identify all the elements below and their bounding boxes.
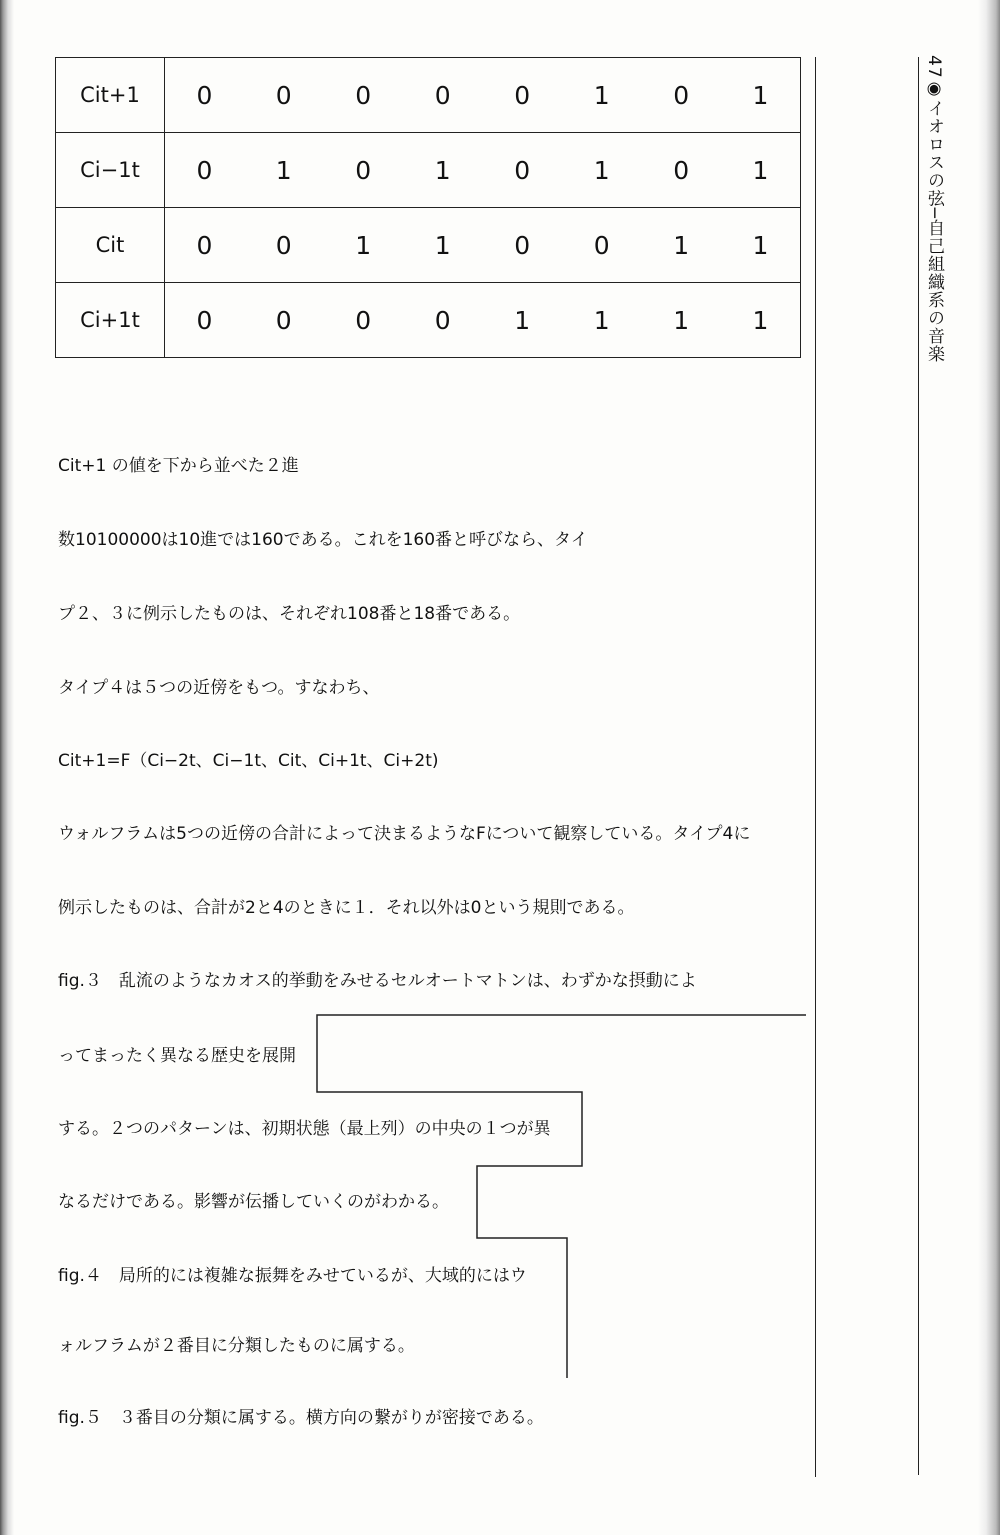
table-cell: 1: [721, 283, 801, 358]
table-row: [56, 283, 801, 358]
table-cell: 0: [483, 133, 563, 208]
rule-table: [55, 57, 801, 358]
table-cell: 1: [324, 208, 404, 283]
table-cell: 1: [403, 133, 483, 208]
body-line: タイプ４は５つの近傍をもつ。すなわち、: [58, 678, 380, 698]
row-label: Cit: [56, 208, 165, 283]
table-cell: 0: [483, 208, 563, 283]
page-edge-left: [0, 0, 14, 1535]
table-cell: 0: [642, 133, 722, 208]
table-row: [56, 133, 801, 208]
caption-fig4: fig.４ 局所的には複雑な振舞をみせているが、大域的にはウ: [58, 1266, 527, 1286]
formula-line: Cit+1=F（Ci−2t、Ci−1t、Cit、Ci+1t、Ci+2t): [58, 751, 439, 771]
table-cell: 0: [244, 58, 324, 133]
rule-table-body: [56, 58, 801, 358]
running-head: 47◉イオロスの弦─自己組織系の音楽: [924, 55, 944, 363]
body-line: プ２、３に例示したものは、それぞれ108番と18番である。: [58, 604, 521, 624]
column-rule-main: [815, 57, 816, 1477]
row-label: Cit+1: [56, 58, 165, 133]
caption-fig3-cont: する。２つのパターンは、初期状態（最上列）の中央の１つが異: [58, 1119, 551, 1139]
body-line: 数10100000は10進では160である。これを160番と呼びなら、タイ: [58, 530, 588, 550]
table-cell: 1: [562, 58, 642, 133]
table-cell: 1: [562, 283, 642, 358]
table-row: [56, 208, 801, 283]
caption-fig5: fig.５ ３番目の分類に属する。横方向の繋がりが密接である。: [58, 1408, 544, 1428]
caption-fig4-cont: ォルフラムが２番目に分類したものに属する。: [58, 1336, 415, 1356]
body-line: ウォルフラムは5つの近傍の合計によって決まるようなFについて観察している。タイプ4に: [58, 824, 751, 844]
table-cell: 0: [165, 208, 245, 283]
table-cell: 0: [244, 208, 324, 283]
body-line: Cit+1 の値を下から並べた２進: [58, 456, 299, 476]
table-cell: 1: [483, 283, 563, 358]
table-cell: 0: [165, 283, 245, 358]
table-cell: 0: [244, 283, 324, 358]
table-cell: 0: [483, 58, 563, 133]
table-cell: 0: [165, 133, 245, 208]
table-cell: 0: [403, 283, 483, 358]
table-cell: 1: [721, 208, 801, 283]
caption-fig3-cont: ってまったく異なる歴史を展開: [58, 1046, 296, 1066]
table-cell: 0: [642, 58, 722, 133]
row-label: Ci−1t: [56, 133, 165, 208]
caption-fig3: fig.３ 乱流のようなカオス的挙動をみせるセルオートマトンは、わずかな摂動によ: [58, 971, 697, 991]
table-cell: 1: [721, 58, 801, 133]
table-cell: 1: [642, 283, 722, 358]
table-cell: 1: [721, 133, 801, 208]
table-cell: 0: [165, 58, 245, 133]
column-rule-side: [918, 57, 919, 1475]
table-cell: 0: [324, 283, 404, 358]
table-cell: 1: [403, 208, 483, 283]
table-cell: 1: [642, 208, 722, 283]
caption-fig3-cont: なるだけである。影響が伝播していくのがわかる。: [58, 1192, 449, 1212]
table-cell: 1: [562, 133, 642, 208]
table-cell: 0: [324, 133, 404, 208]
page-edge-right: [978, 0, 1000, 1535]
row-label: Ci+1t: [56, 283, 165, 358]
body-line: 例示したものは、合計が2と4のときに１．それ以外は0という規則である。: [58, 898, 635, 918]
table-cell: 0: [324, 58, 404, 133]
table-cell: 0: [562, 208, 642, 283]
table-row: [56, 58, 801, 133]
table-cell: 0: [403, 58, 483, 133]
table-cell: 1: [244, 133, 324, 208]
